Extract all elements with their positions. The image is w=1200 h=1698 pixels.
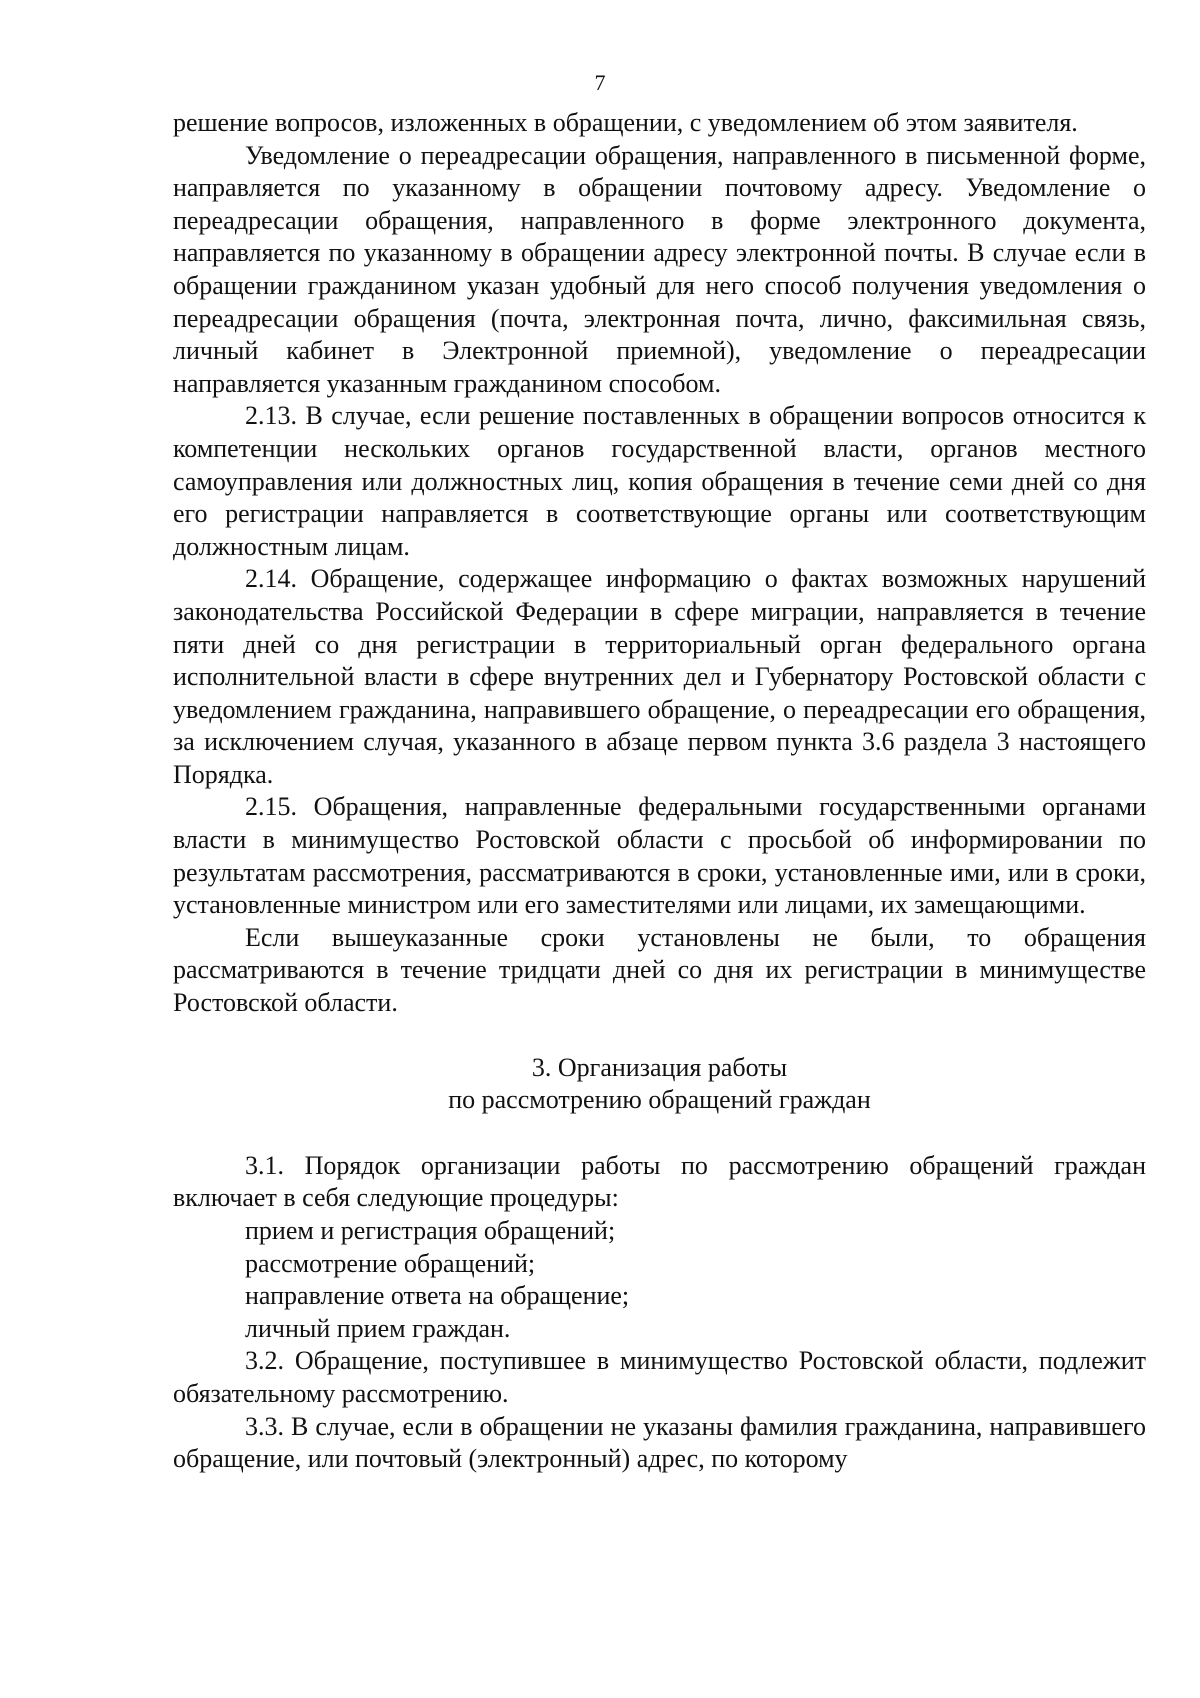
paragraph-3-2: 3.2. Обращение, поступившее в минимущество Ростовской области, подлежит обязательному рассмотрению.: [173, 1346, 1146, 1408]
paragraph-2-13: 2.13. В случае, если решение поставленных в обращении вопросов относится к компетенции нескольких органов государственной власти, органов местного самоуправления или должностных лиц, копия обращения в течение семи дней со дня его регистрации направляется в соответствующие органы или соответствующим должностным лицам.: [173, 401, 1146, 561]
paragraph-2-14: 2.14. Обращение, содержащее информацию о фактах возможных нарушений законодательства Российской Федерации в сфере миграции, направляется в течение пяти дней со дня регистрации в территориальный орган федерального органа исполнительной власти в сфере внутренних дел и Губернатору Ростовской области с уведомлением гражданина, направившего обращение, о переадресации его обращения, за исключением случая, указанного в абзаце первом пункта 3.6 раздела 3 настоящего Порядка.: [173, 564, 1146, 789]
paragraph-redirect-notice: Уведомление о переадресации обращения, направленного в письменной форме, направляется по указанному в обращении почтовому адресу. Уведомление о переадресации обращения, направленного в форме электронного документа, направляется по указанному в обращении адресу электронной почты. В случае если в обращении гражданином указан удобный для него способ получения уведомления о переадресации обращения (почта, электронная почта, лично, факсимильная связь, личный кабинет в Электронной приемной), уведомление о переадресации направляется указанным гражданином способом.: [173, 140, 1146, 398]
list-item-reception: прием и регистрация обращений;: [245, 1216, 616, 1245]
paragraph-continuation: решение вопросов, изложенных в обращении, с уведомлением об этом заявителя.: [173, 108, 1078, 137]
list-item-answer: направление ответа на обращение;: [245, 1281, 630, 1311]
list-item-personal-reception: личный прием граждан.: [245, 1313, 511, 1343]
document-body: [173, 107, 1146, 1476]
page-number: 7: [594, 70, 606, 95]
section-heading-line-1: 3. Организация работы: [531, 1052, 788, 1082]
paragraph-2-15: 2.15. Обращения, направленные федеральными государственными органами власти в минимущество Ростовской области с просьбой об информировании по результатам рассмотрения, рассматриваются в сроки, установленные ими, или в сроки, установленные министром или его заместителями или лицами, их замещающими.: [173, 792, 1146, 920]
section-heading: [173, 1052, 1146, 1117]
paragraph-3-3: 3.3. В случае, если в обращении не указаны фамилия гражданина, направившего обращение, или почтовый (электронный) адрес, по которому: [173, 1411, 1146, 1474]
section-heading-line-2: по рассмотрению обращений граждан: [448, 1085, 871, 1115]
paragraph-3-1: 3.1. Порядок организации работы по рассмотрению обращений граждан включает в себя следующие процедуры:: [173, 1150, 1146, 1213]
paragraph-deadline: Если вышеуказанные сроки установлены не были, то обращения рассматриваются в течение тридцати дней со дня их регистрации в минимуществе Ростовской области.: [173, 922, 1146, 1018]
list-item-review: рассмотрение обращений;: [245, 1248, 536, 1278]
